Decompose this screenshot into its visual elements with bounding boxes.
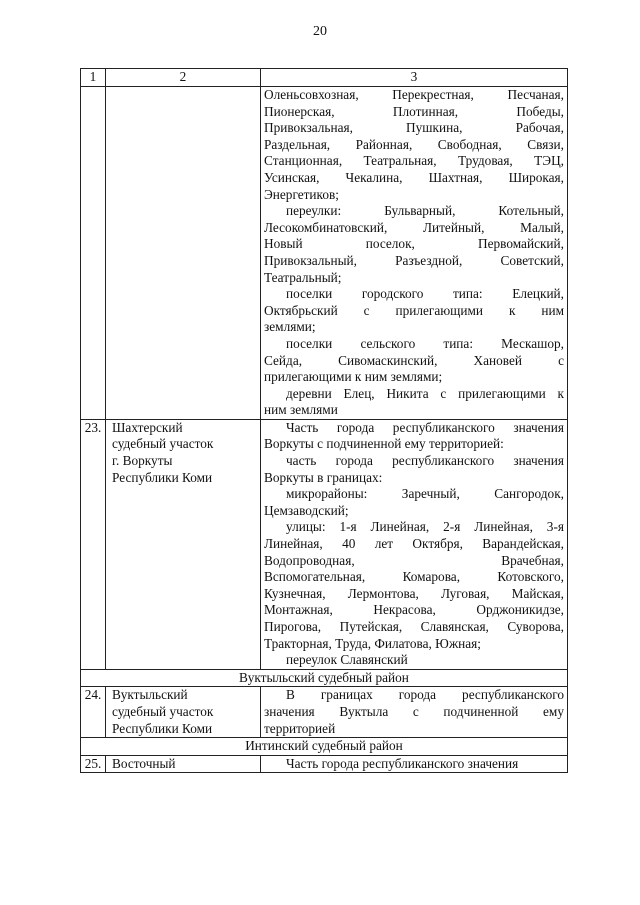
row-description: [261, 755, 568, 773]
districts-table: [80, 68, 568, 773]
row-description: [261, 87, 568, 420]
name-line: Республики Коми: [112, 720, 213, 736]
text-line: значения Вуктыла с подчиненной ему: [264, 703, 564, 719]
section-row-vuktyl: [81, 669, 568, 687]
text-line: Монтажная, Некрасова, Орджоникидзе,: [264, 602, 564, 618]
text-line: Воркуты с подчиненной ему территорией:: [264, 436, 504, 452]
text-line: микрорайоны: Заречный, Сангородок,: [286, 486, 564, 502]
text-line: Пионерская, Плотинная, Победы,: [264, 103, 564, 119]
text-line: Усинская, Чекалина, Шахтная, Широкая,: [264, 169, 564, 185]
text-line: Оленьсовхозная, Перекрестная, Песчаная,: [264, 87, 564, 102]
text-line: Цемзаводский;: [264, 502, 349, 518]
header-cell-3: 3: [261, 69, 568, 87]
text-line: территорией: [264, 720, 336, 736]
text-line: В границах города республиканского: [286, 687, 564, 703]
name-line: Шахтерский: [112, 419, 183, 435]
text-line: поселки городского типа: Елецкий,: [286, 286, 564, 302]
text-line: Раздельная, Районная, Свободная, Связи,: [264, 136, 564, 152]
name-line: г. Воркуты: [112, 453, 173, 469]
table-row-23: [81, 419, 568, 669]
text-line: часть города республиканского значения: [286, 453, 564, 469]
header-cell-1: 1: [81, 69, 106, 87]
text-line: ним землями: [264, 402, 338, 418]
text-line: Вспомогательная, Комарова, Котовского,: [264, 569, 564, 585]
text-line: Новый поселок, Первомайский,: [264, 236, 564, 252]
row-number: 23.: [81, 419, 106, 669]
header-cell-2: 2: [106, 69, 261, 87]
section-title: Вуктыльский судебный район: [81, 669, 568, 687]
table-row-continued: [81, 87, 568, 420]
text-line: деревни Елец, Никита с прилегающими к: [286, 385, 564, 401]
name-line: судебный участок: [112, 703, 214, 719]
name-line: Вуктыльский: [112, 687, 188, 703]
page-number: 20: [313, 24, 327, 39]
text-line: Станционная, Театральная, Трудовая, ТЭЦ,: [264, 153, 564, 169]
name-line: Восточный: [112, 755, 176, 771]
text-line: Линейная, 40 лет Октября, Варандейская,: [264, 536, 564, 552]
text-line: Кузнечная, Лермонтова, Луговая, Майская,: [264, 585, 564, 601]
table-row-24: [81, 687, 568, 738]
section-row-inta: [81, 738, 568, 756]
text-line: Часть города республиканского значения: [286, 755, 519, 771]
text-line: Октябрьский с прилегающими к ним: [264, 302, 564, 318]
text-line: Привокзальная, Пушкина, Рабочая,: [264, 120, 564, 136]
name-line: Республики Коми: [112, 469, 213, 485]
table-row-25: [81, 755, 568, 773]
table-header-row: [81, 69, 568, 87]
text-line: Театральный;: [264, 269, 342, 285]
text-line: переулки: Бульварный, Котельный,: [286, 203, 564, 219]
row-description: [261, 687, 568, 738]
text-line: Водопроводная, Врачебная,: [264, 552, 564, 568]
text-line: Пирогова, Путейская, Славянская, Суворова,: [264, 619, 564, 634]
row-number: 25.: [81, 755, 106, 773]
text-line: переулок Славянский: [286, 652, 408, 668]
section-title: Интинский судебный район: [81, 738, 568, 756]
row-name: [106, 687, 261, 738]
text-line: Энергетиков;: [264, 186, 339, 202]
row-number: 24.: [81, 687, 106, 738]
text-line: поселки сельского типа: Мескашор,: [286, 335, 564, 351]
text-line: землями;: [264, 319, 316, 335]
row-name: [106, 419, 261, 669]
text-line: прилегающими к ним землями;: [264, 369, 443, 385]
text-line: Часть города республиканского значения: [286, 419, 564, 435]
text-line: улицы: 1-я Линейная, 2-я Линейная, 3-я: [286, 519, 564, 535]
row-name-cell: [106, 87, 261, 420]
text-line: Привокзальный, Разъездной, Советский,: [264, 252, 564, 268]
row-name: [106, 755, 261, 773]
text-line: Тракторная, Труда, Филатова, Южная;: [264, 635, 481, 651]
text-line: Сейда, Сивомаскинский, Хановей с: [264, 352, 564, 368]
row-number-cell: [81, 87, 106, 420]
name-line: судебный участок: [112, 436, 214, 452]
row-description: [261, 419, 568, 669]
text-line: Лесокомбинатовский, Литейный, Малый,: [264, 219, 564, 235]
text-line: Воркуты в границах:: [264, 469, 383, 485]
